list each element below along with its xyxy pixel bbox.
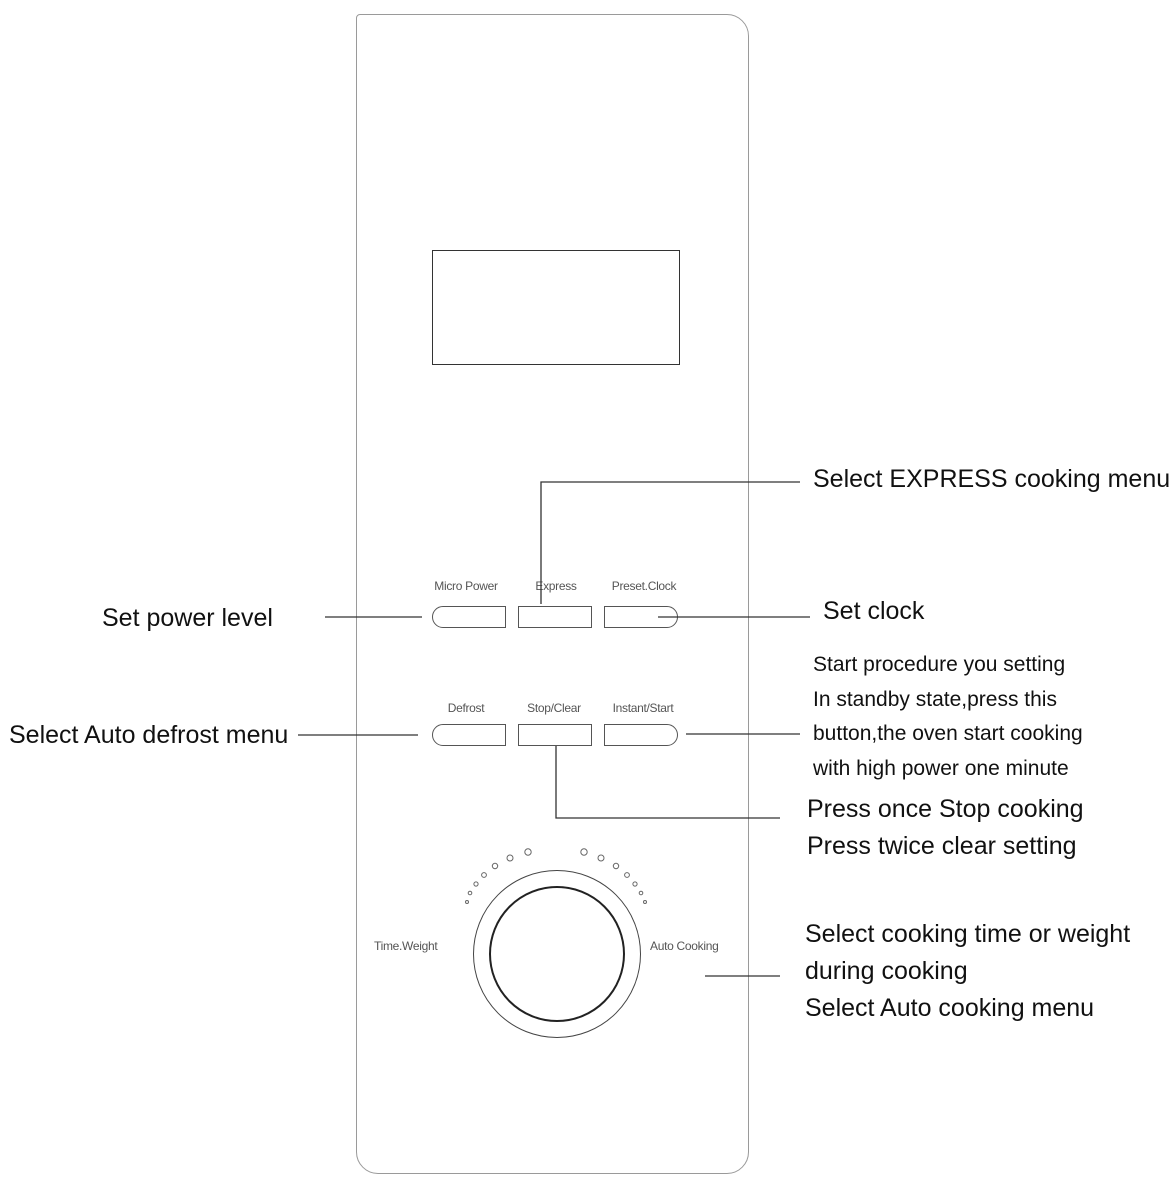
knob-scale-dots bbox=[466, 849, 647, 904]
callout-start-line-2: In standby state,press this bbox=[813, 687, 1057, 711]
callout-knob bbox=[805, 916, 1130, 1027]
stop-clear-label: Stop/Clear bbox=[527, 701, 581, 715]
callout-stop-clear bbox=[807, 791, 1084, 865]
callout-knob-line-3: Select Auto cooking menu bbox=[805, 994, 1095, 1022]
callout-stop-line-2: Press twice clear setting bbox=[807, 832, 1077, 860]
instant-start-label: Instant/Start bbox=[612, 701, 674, 715]
callout-start-line-1: Start procedure you setting bbox=[813, 653, 1066, 676]
defrost-label: Defrost bbox=[447, 701, 485, 715]
callout-express: Select EXPRESS cooking menu bbox=[813, 465, 1171, 493]
callout-stop-line-1: Press once Stop cooking bbox=[807, 795, 1084, 823]
callout-start-line-4: with high power one minute bbox=[813, 756, 1069, 780]
callout-power-level: Set power level bbox=[102, 604, 273, 632]
stop-leader-line bbox=[556, 746, 780, 818]
callout-start bbox=[813, 648, 1083, 786]
callout-clock: Set clock bbox=[823, 597, 925, 625]
express-label: Express bbox=[535, 579, 577, 593]
auto-cooking-label: Auto Cooking bbox=[650, 939, 719, 953]
time-weight-label: Time.Weight bbox=[374, 939, 438, 953]
callout-start-line-3: button,the oven start cooking bbox=[813, 722, 1083, 745]
callout-knob-line-2: during cooking bbox=[805, 957, 968, 985]
micro-power-label: Micro Power bbox=[434, 579, 498, 593]
callout-knob-line-1: Select cooking time or weight bbox=[805, 920, 1131, 948]
preset-clock-label: Preset.Clock bbox=[611, 579, 677, 593]
callout-defrost: Select Auto defrost menu bbox=[9, 721, 289, 749]
express-leader-line bbox=[541, 482, 800, 604]
